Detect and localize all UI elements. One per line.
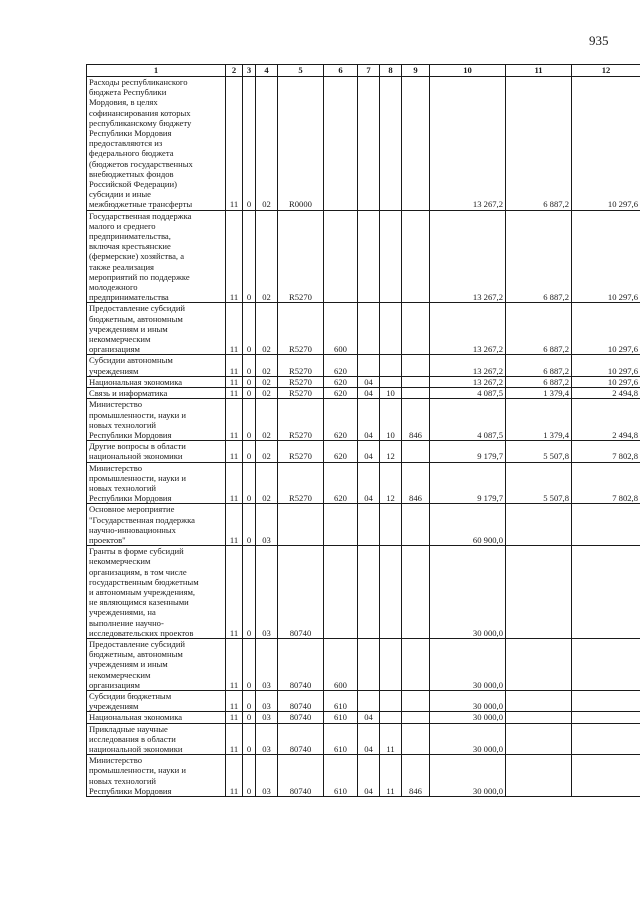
row-name-line: учреждениями, на — [89, 607, 156, 618]
cell-col-2: 11 — [226, 712, 243, 723]
row-name-line: учреждениям и иным — [89, 323, 168, 334]
row-name-line: республиканскому бюджету — [89, 117, 192, 128]
cell-col-6: 600 — [324, 303, 358, 355]
cell-col-11 — [506, 723, 572, 755]
row-name — [87, 399, 226, 441]
cell-col-12: 10 297,6 — [572, 77, 640, 211]
cell-col-4: 03 — [256, 638, 278, 690]
row-name — [87, 504, 226, 546]
cell-col-5: 80740 — [278, 690, 324, 711]
row-name-line: (фермерские) хозяйства, а — [89, 251, 185, 262]
cell-col-2: 11 — [226, 690, 243, 711]
cell-col-12 — [572, 755, 640, 797]
column-header-11: 11 — [506, 65, 572, 77]
cell-col-12: 10 297,6 — [572, 376, 640, 387]
row-name-line: промышленности, науки и — [89, 765, 186, 776]
row-name-line: некоммерческим — [89, 669, 151, 680]
cell-col-8 — [380, 355, 402, 376]
cell-col-4: 02 — [256, 303, 278, 355]
cell-col-10: 30 000,0 — [430, 755, 506, 797]
table-row — [87, 376, 640, 387]
cell-col-10: 30 000,0 — [430, 546, 506, 639]
cell-col-9 — [402, 303, 430, 355]
row-name-line: учреждениям и иным — [89, 659, 168, 670]
cell-col-8: 11 — [380, 755, 402, 797]
cell-col-8: 12 — [380, 462, 402, 504]
row-name-line: бюджетным, автономным — [89, 313, 183, 324]
header-row — [87, 65, 640, 77]
row-name-line: Другие вопросы в области — [89, 441, 186, 452]
cell-col-9 — [402, 210, 430, 303]
cell-col-7: 04 — [358, 462, 380, 504]
cell-col-10: 13 267,2 — [430, 303, 506, 355]
row-name — [87, 723, 226, 755]
cell-col-12: 10 297,6 — [572, 210, 640, 303]
cell-col-12 — [572, 546, 640, 639]
cell-col-8: 11 — [380, 723, 402, 755]
row-name-line: учреждениям — [89, 701, 139, 712]
cell-col-8 — [380, 210, 402, 303]
row-name-line: федерального бюджета — [89, 148, 174, 159]
row-name-line: проектов" — [89, 534, 126, 545]
cell-col-6: 620 — [324, 441, 358, 462]
cell-col-10: 30 000,0 — [430, 690, 506, 711]
cell-col-11: 6 887,2 — [506, 303, 572, 355]
row-name-line: выполнение научно- — [89, 617, 164, 628]
row-name-line: промышленности, науки и — [89, 472, 186, 483]
cell-col-2: 11 — [226, 399, 243, 441]
column-header-4: 4 — [256, 65, 278, 77]
row-name-line: Министерство — [89, 462, 142, 473]
cell-col-8: 12 — [380, 441, 402, 462]
row-name-line: Национальная экономика — [89, 376, 183, 387]
cell-col-4: 03 — [256, 712, 278, 723]
cell-col-9 — [402, 723, 430, 755]
cell-col-12: 2 494,8 — [572, 399, 640, 441]
row-name-line: межбюджетные трансферты — [89, 199, 193, 210]
cell-col-5: R5270 — [278, 441, 324, 462]
cell-col-11: 6 887,2 — [506, 355, 572, 376]
row-name-line: Предоставление субсидий — [89, 303, 186, 314]
row-name-line: Республики Мордовия — [89, 128, 172, 139]
row-name-line: внебюджетных фондов — [89, 168, 174, 179]
column-header-3: 3 — [243, 65, 256, 77]
cell-col-3: 0 — [243, 210, 256, 303]
cell-col-6 — [324, 504, 358, 546]
cell-col-9: 846 — [402, 399, 430, 441]
row-name-line: предпринимательства — [89, 292, 169, 303]
row-name — [87, 546, 226, 639]
cell-col-3: 0 — [243, 388, 256, 399]
cell-col-11 — [506, 712, 572, 723]
cell-col-2: 11 — [226, 462, 243, 504]
cell-col-12: 10 297,6 — [572, 303, 640, 355]
table-row — [87, 638, 640, 690]
row-name — [87, 210, 226, 303]
row-name — [87, 355, 226, 376]
row-name-line: новых технологий — [89, 775, 157, 786]
cell-col-11: 6 887,2 — [506, 376, 572, 387]
cell-col-12: 7 802,8 — [572, 462, 640, 504]
cell-col-11: 5 507,8 — [506, 441, 572, 462]
cell-col-3: 0 — [243, 399, 256, 441]
row-name-line: Министерство — [89, 399, 142, 410]
cell-col-9 — [402, 690, 430, 711]
cell-col-6: 610 — [324, 723, 358, 755]
cell-col-11: 6 887,2 — [506, 210, 572, 303]
cell-col-12 — [572, 723, 640, 755]
row-name-line: Прикладные научные — [89, 723, 168, 734]
cell-col-7: 04 — [358, 755, 380, 797]
cell-col-3: 0 — [243, 462, 256, 504]
cell-col-3: 0 — [243, 546, 256, 639]
row-name-line: (бюджетов государственных — [89, 158, 193, 169]
row-name-line: государственным бюджетным — [89, 576, 199, 587]
page-number: 935 — [589, 33, 609, 48]
cell-col-2: 11 — [226, 376, 243, 387]
row-name-line: и автономным учреждениям, — [89, 586, 196, 597]
row-name — [87, 77, 226, 211]
cell-col-11: 5 507,8 — [506, 462, 572, 504]
cell-col-5 — [278, 504, 324, 546]
cell-col-6: 610 — [324, 690, 358, 711]
cell-col-10: 13 267,2 — [430, 355, 506, 376]
cell-col-6: 620 — [324, 376, 358, 387]
cell-col-5: 80740 — [278, 546, 324, 639]
cell-col-5: R5270 — [278, 303, 324, 355]
cell-col-6: 620 — [324, 355, 358, 376]
cell-col-12: 2 494,8 — [572, 388, 640, 399]
cell-col-3: 0 — [243, 376, 256, 387]
row-name — [87, 303, 226, 355]
row-name-line: Министерство — [89, 755, 142, 766]
row-name-line: исследовательских проектов — [89, 627, 194, 638]
cell-col-9 — [402, 355, 430, 376]
row-name-line: субсидии и иные — [89, 189, 151, 200]
cell-col-11 — [506, 504, 572, 546]
cell-col-2: 11 — [226, 755, 243, 797]
cell-col-6: 610 — [324, 712, 358, 723]
cell-col-12 — [572, 690, 640, 711]
cell-col-8 — [380, 77, 402, 211]
row-name-line: Гранты в форме субсидий — [89, 546, 184, 557]
cell-col-4: 02 — [256, 376, 278, 387]
cell-col-9 — [402, 504, 430, 546]
cell-col-7 — [358, 638, 380, 690]
cell-col-10: 60 900,0 — [430, 504, 506, 546]
table-row — [87, 355, 640, 376]
cell-col-3: 0 — [243, 77, 256, 211]
cell-col-12 — [572, 638, 640, 690]
row-name-line: бюджета Республики — [89, 87, 167, 98]
cell-col-12: 7 802,8 — [572, 441, 640, 462]
row-name-line: предпринимательства, — [89, 231, 171, 242]
cell-col-4: 03 — [256, 546, 278, 639]
cell-col-4: 02 — [256, 210, 278, 303]
cell-col-3: 0 — [243, 712, 256, 723]
cell-col-10: 13 267,2 — [430, 210, 506, 303]
row-name-line: Российской Федерации) — [89, 179, 177, 190]
row-name-line: "Государственная поддержка — [89, 514, 195, 525]
row-name-line: научно-инновационных — [89, 524, 176, 535]
cell-col-11 — [506, 546, 572, 639]
table-row — [87, 399, 640, 441]
cell-col-8: 10 — [380, 399, 402, 441]
row-name — [87, 755, 226, 797]
cell-col-7 — [358, 690, 380, 711]
row-name-line: Предоставление субсидий — [89, 638, 186, 649]
cell-col-8 — [380, 546, 402, 639]
table-row — [87, 755, 640, 797]
cell-col-5: R5270 — [278, 210, 324, 303]
budget-table — [86, 64, 640, 797]
cell-col-10: 13 267,2 — [430, 77, 506, 211]
cell-col-11: 1 379,4 — [506, 399, 572, 441]
cell-col-2: 11 — [226, 638, 243, 690]
row-name-line: Республики Мордовия — [89, 493, 172, 504]
cell-col-9 — [402, 638, 430, 690]
row-name-line: мероприятий по поддержке — [89, 271, 190, 282]
cell-col-11 — [506, 690, 572, 711]
row-name-line: национальной экономики — [89, 451, 183, 462]
cell-col-2: 11 — [226, 441, 243, 462]
cell-col-11 — [506, 638, 572, 690]
cell-col-6 — [324, 77, 358, 211]
row-name-line: Национальная экономика — [89, 712, 183, 723]
cell-col-7 — [358, 504, 380, 546]
cell-col-6: 610 — [324, 755, 358, 797]
table-row — [87, 712, 640, 723]
cell-col-4: 02 — [256, 399, 278, 441]
cell-col-3: 0 — [243, 355, 256, 376]
cell-col-4: 02 — [256, 441, 278, 462]
row-name-line: Расходы республиканского — [89, 77, 188, 87]
cell-col-4: 02 — [256, 77, 278, 211]
row-name-line: Республики Мордовия — [89, 785, 172, 796]
row-name — [87, 712, 226, 723]
table-row — [87, 504, 640, 546]
cell-col-11: 1 379,4 — [506, 388, 572, 399]
cell-col-10: 30 000,0 — [430, 638, 506, 690]
cell-col-4: 03 — [256, 723, 278, 755]
cell-col-4: 02 — [256, 355, 278, 376]
cell-col-3: 0 — [243, 441, 256, 462]
cell-col-5: 80740 — [278, 755, 324, 797]
row-name-line: малого и среднего — [89, 220, 156, 231]
row-name-line: новых технологий — [89, 482, 157, 493]
row-name-line: также реализация — [89, 261, 154, 272]
table-row — [87, 462, 640, 504]
cell-col-8 — [380, 376, 402, 387]
cell-col-12 — [572, 504, 640, 546]
cell-col-2: 11 — [226, 355, 243, 376]
cell-col-2: 11 — [226, 546, 243, 639]
cell-col-10: 13 267,2 — [430, 376, 506, 387]
cell-col-8 — [380, 690, 402, 711]
row-name-line: организациям — [89, 344, 140, 355]
cell-col-9 — [402, 376, 430, 387]
cell-col-5: R5270 — [278, 388, 324, 399]
cell-col-7 — [358, 77, 380, 211]
row-name-line: Субсидии бюджетным — [89, 690, 172, 701]
row-name — [87, 376, 226, 387]
cell-col-7 — [358, 546, 380, 639]
cell-col-6 — [324, 210, 358, 303]
row-name — [87, 638, 226, 690]
cell-col-5: 80740 — [278, 712, 324, 723]
cell-col-7: 04 — [358, 399, 380, 441]
row-name-line: Мордовия, в целях — [89, 97, 158, 108]
table-row — [87, 723, 640, 755]
row-name-line: национальной экономики — [89, 744, 183, 754]
cell-col-2: 11 — [226, 210, 243, 303]
row-name-line: организациям, в том числе — [89, 566, 187, 577]
cell-col-11 — [506, 755, 572, 797]
row-name-line: предоставляются из — [89, 138, 163, 149]
cell-col-7 — [358, 210, 380, 303]
cell-col-10: 9 179,7 — [430, 441, 506, 462]
cell-col-2: 11 — [226, 504, 243, 546]
table-row — [87, 388, 640, 399]
row-name — [87, 690, 226, 711]
cell-col-10: 4 087,5 — [430, 388, 506, 399]
cell-col-7 — [358, 303, 380, 355]
row-name-line: Субсидии автономным — [89, 355, 173, 366]
column-header-12: 12 — [572, 65, 640, 77]
cell-col-5: R5270 — [278, 376, 324, 387]
table-body — [87, 77, 640, 797]
cell-col-6 — [324, 546, 358, 639]
row-name-line: некоммерческим — [89, 556, 151, 567]
row-name-line: новых технологий — [89, 419, 157, 430]
column-header-5: 5 — [278, 65, 324, 77]
cell-col-7: 04 — [358, 712, 380, 723]
row-name-line: исследования в области — [89, 733, 176, 744]
cell-col-5: R5270 — [278, 355, 324, 376]
cell-col-3: 0 — [243, 303, 256, 355]
cell-col-7: 04 — [358, 376, 380, 387]
row-name-line: Связь и информатика — [89, 388, 168, 399]
cell-col-11: 6 887,2 — [506, 77, 572, 211]
cell-col-6: 620 — [324, 462, 358, 504]
column-header-8: 8 — [380, 65, 402, 77]
cell-col-5: 80740 — [278, 723, 324, 755]
cell-col-7: 04 — [358, 723, 380, 755]
cell-col-3: 0 — [243, 723, 256, 755]
cell-col-6: 620 — [324, 399, 358, 441]
table-row — [87, 77, 640, 211]
cell-col-9: 846 — [402, 755, 430, 797]
cell-col-10: 30 000,0 — [430, 723, 506, 755]
cell-col-9 — [402, 77, 430, 211]
cell-col-9 — [402, 441, 430, 462]
cell-col-10: 30 000,0 — [430, 712, 506, 723]
cell-col-7 — [358, 355, 380, 376]
cell-col-9: 846 — [402, 462, 430, 504]
cell-col-6: 620 — [324, 388, 358, 399]
cell-col-9 — [402, 388, 430, 399]
cell-col-8 — [380, 712, 402, 723]
row-name-line: организациям — [89, 679, 140, 690]
cell-col-2: 11 — [226, 303, 243, 355]
cell-col-8 — [380, 303, 402, 355]
cell-col-4: 02 — [256, 462, 278, 504]
row-name-line: бюджетным, автономным — [89, 649, 183, 660]
cell-col-9 — [402, 546, 430, 639]
cell-col-3: 0 — [243, 638, 256, 690]
cell-col-2: 11 — [226, 723, 243, 755]
cell-col-5: R5270 — [278, 399, 324, 441]
row-name-line: молодежного — [89, 282, 138, 293]
row-name-line: некоммерческим — [89, 334, 151, 345]
cell-col-5: R5270 — [278, 462, 324, 504]
cell-col-7: 04 — [358, 441, 380, 462]
row-name-line: софинансирования которых — [89, 107, 191, 118]
cell-col-2: 11 — [226, 388, 243, 399]
column-header-1: 1 — [87, 65, 226, 77]
row-name-line: Основное мероприятие — [89, 504, 175, 515]
row-name-line: промышленности, науки и — [89, 409, 186, 420]
cell-col-4: 03 — [256, 755, 278, 797]
cell-col-2: 11 — [226, 77, 243, 211]
table-row — [87, 690, 640, 711]
table-row — [87, 546, 640, 639]
table-row — [87, 303, 640, 355]
row-name-line: учреждениям — [89, 365, 139, 376]
row-name — [87, 462, 226, 504]
cell-col-8 — [380, 504, 402, 546]
cell-col-7: 04 — [358, 388, 380, 399]
cell-col-8: 10 — [380, 388, 402, 399]
column-header-10: 10 — [430, 65, 506, 77]
column-header-2: 2 — [226, 65, 243, 77]
column-header-7: 7 — [358, 65, 380, 77]
row-name-line: включая крестьянские — [89, 241, 171, 252]
cell-col-12: 10 297,6 — [572, 355, 640, 376]
cell-col-3: 0 — [243, 690, 256, 711]
row-name — [87, 388, 226, 399]
cell-col-4: 03 — [256, 690, 278, 711]
column-header-6: 6 — [324, 65, 358, 77]
cell-col-10: 9 179,7 — [430, 462, 506, 504]
row-name-line: не являющимся казенными — [89, 597, 189, 608]
row-name-line: Республики Мордовия — [89, 429, 172, 440]
table-row — [87, 441, 640, 462]
cell-col-5: R0000 — [278, 77, 324, 211]
cell-col-10: 4 087,5 — [430, 399, 506, 441]
cell-col-4: 03 — [256, 504, 278, 546]
cell-col-3: 0 — [243, 504, 256, 546]
column-header-9: 9 — [402, 65, 430, 77]
cell-col-12 — [572, 712, 640, 723]
cell-col-6: 600 — [324, 638, 358, 690]
cell-col-9 — [402, 712, 430, 723]
table-row — [87, 210, 640, 303]
cell-col-8 — [380, 638, 402, 690]
row-name-line: Государственная поддержка — [89, 210, 192, 221]
row-name — [87, 441, 226, 462]
cell-col-5: 80740 — [278, 638, 324, 690]
cell-col-3: 0 — [243, 755, 256, 797]
cell-col-4: 02 — [256, 388, 278, 399]
